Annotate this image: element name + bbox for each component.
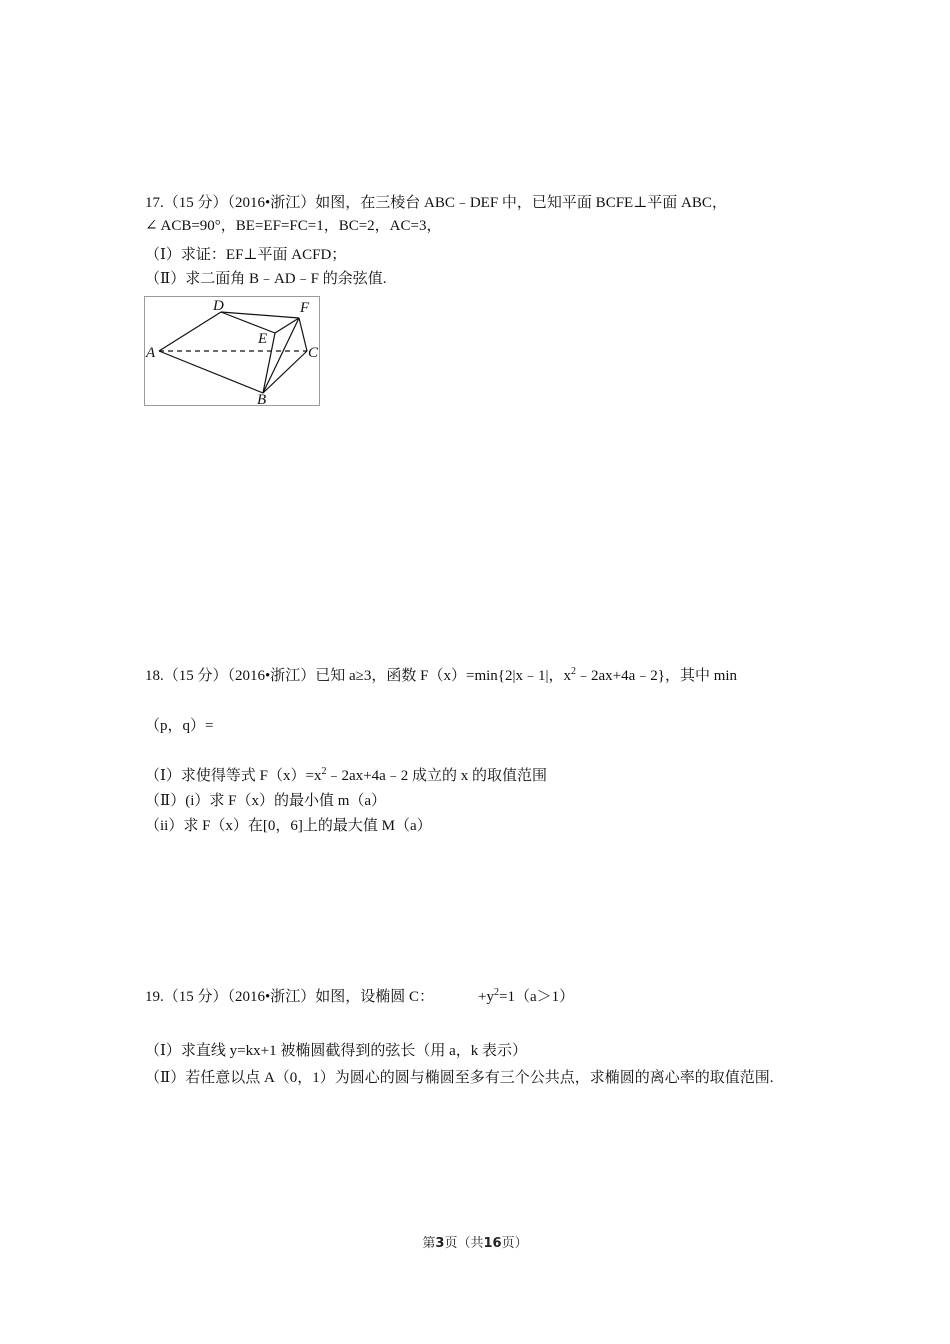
edge-FC [299,318,307,351]
q17-stem-line1: 17.（15 分）（2016•浙江）如图，在三棱台 ABC﹣DEF 中，已知平面 BCFE⊥平面 ABC， [145,195,727,211]
q19-stem-line1: 19.（15 分）（2016•浙江）如图，设椭圆 C： $+y^2=1(a>1)$ [145,987,575,1005]
label-F: F [300,300,310,316]
q17-stem-line2: ∠ ACB=90°，BE=EF=FC=1，BC=2，AC=3， [145,218,442,234]
q17-part1: （Ⅰ）求证：EF⊥平面 ACFD； [145,247,347,263]
q18-stem-line1: 18.（15 分）（2016•浙江）已知 a≥3，函数 F（x）=min{2|x﹣1|，$x^2﹣2ax+4a﹣2$}，其中 min [145,666,738,684]
q17-part2: （Ⅱ）求二面角 B﹣AD﹣F 的余弦值. [145,271,387,287]
q18-stem-line2: （p，q）= [145,718,214,734]
edge-AB [159,351,263,393]
total-page-count: 16 [483,1236,502,1251]
page-footer: 第3页（共16页） [422,1236,528,1251]
label-B: B [257,392,267,405]
q18-part2: （Ⅱ）(i）求 F（x）的最小值 m（a） [145,793,387,809]
q19-part1: （Ⅰ）求直线 y=kx+1 被椭圆截得到的弦长（用 a，k 表示） [145,1043,528,1059]
frustum-diagram [145,297,319,405]
label-E: E [258,331,268,347]
q18-part3: （ii）求 F（x）在[0，6]上的最大值 M（a） [145,818,432,834]
label-A: A [146,345,156,361]
q19-part2: （Ⅱ）若任意以点 A（0，1）为圆心的圆与椭圆至多有三个公共点，求椭圆的离心率的取值范围. [145,1070,774,1086]
current-page-number: 3 [435,1236,445,1251]
label-C: C [308,345,319,361]
label-D: D [213,298,224,314]
edge-AD [159,312,221,351]
q18-part1: （Ⅰ）求使得等式 $F(x)=x^2﹣2ax+4a﹣2$ 成立的 x 的取值范围 [145,766,548,784]
frustum-figure [144,296,320,406]
